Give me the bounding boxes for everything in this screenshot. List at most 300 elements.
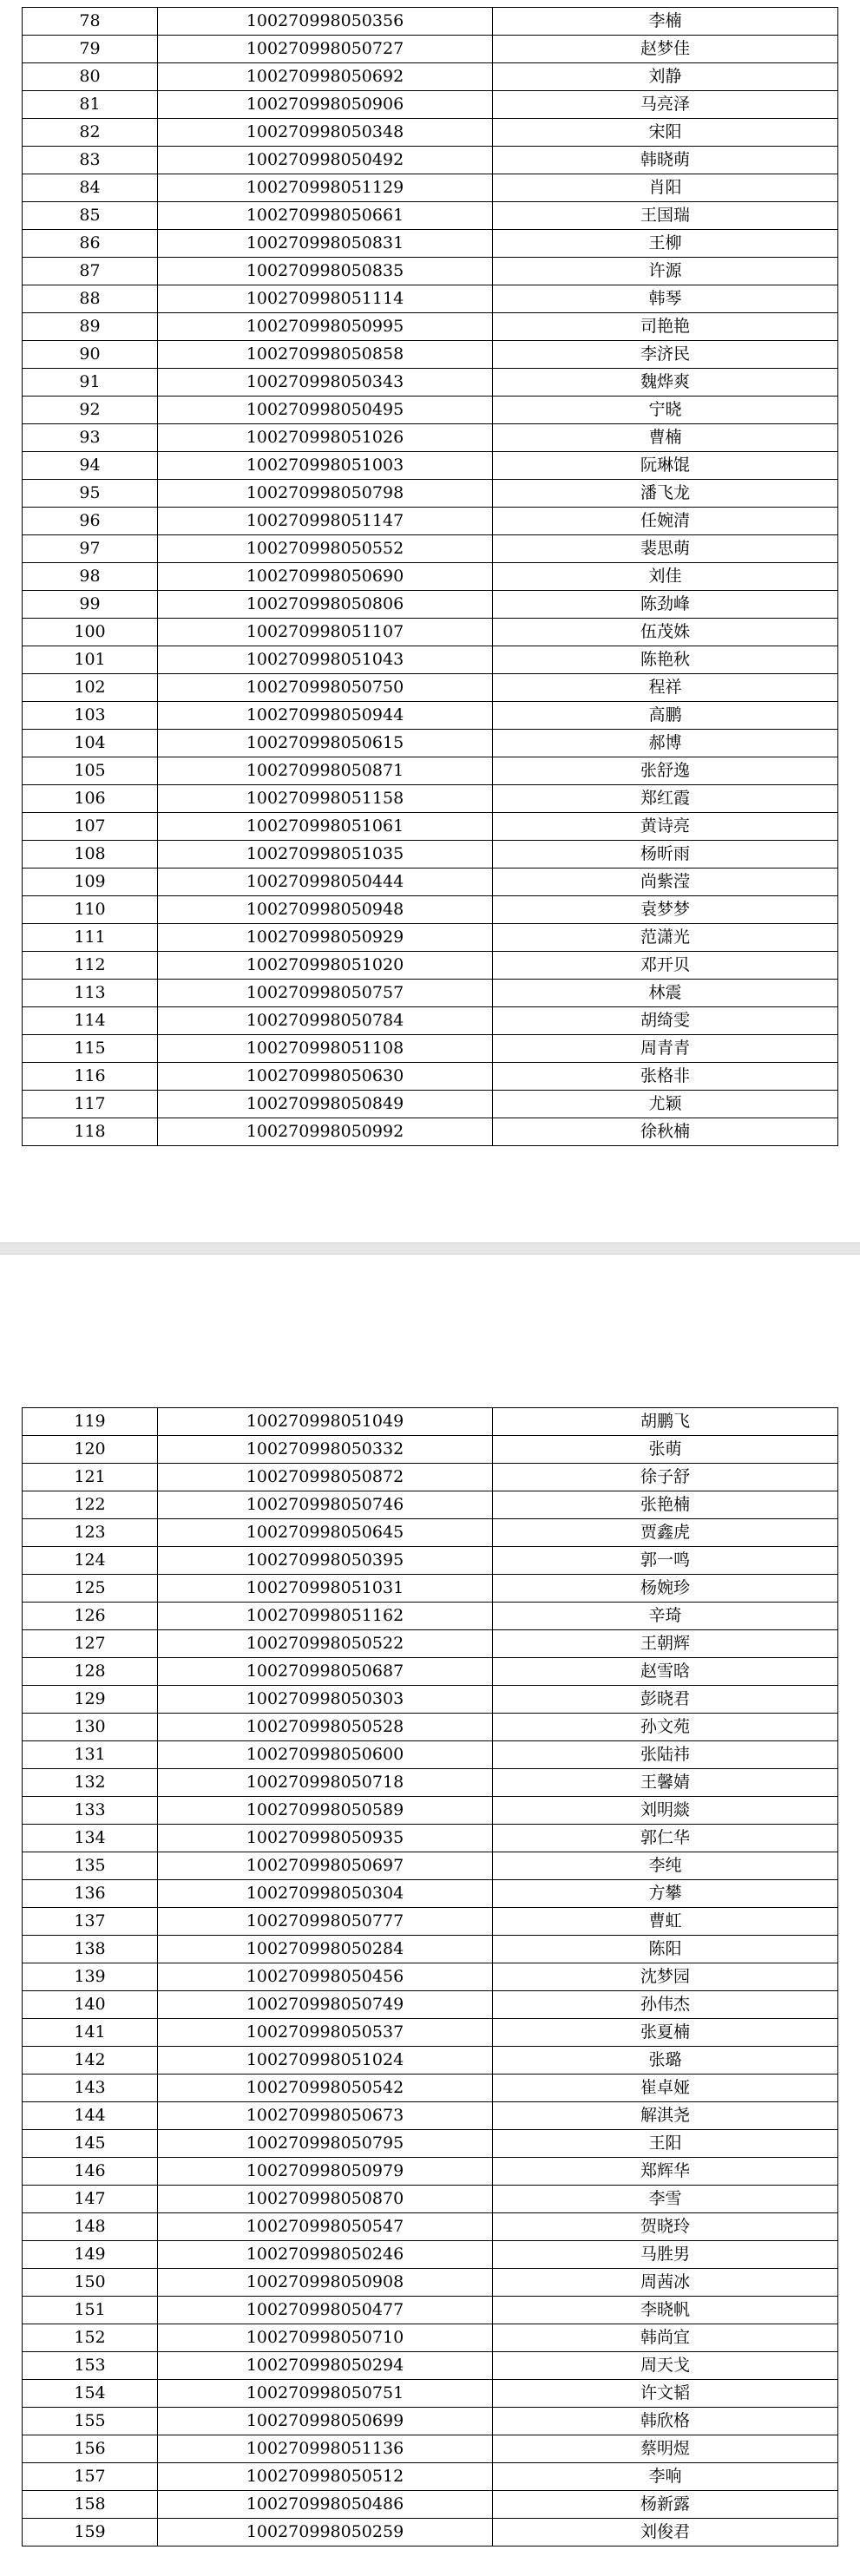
table-row [23,452,838,480]
row-number-cell: 108 [23,841,158,868]
name-cell: 张萌 [493,1436,838,1464]
row-number-cell: 109 [23,868,158,896]
candidate-id-cell: 100270998051147 [158,508,493,535]
name-cell: 郭仁华 [493,1825,838,1852]
table-row [23,2435,838,2463]
name-cell: 司艳艳 [493,313,838,341]
candidate-id-cell: 100270998050444 [158,868,493,896]
candidate-id-cell: 100270998050806 [158,591,493,619]
row-number-cell: 143 [23,2075,158,2102]
table-row [23,1408,838,1436]
name-cell: 王馨婧 [493,1769,838,1797]
candidate-id-cell: 100270998051061 [158,813,493,841]
candidate-id-cell: 100270998050699 [158,2408,493,2435]
candidate-id-cell: 100270998050303 [158,1686,493,1714]
table-row [23,841,838,868]
table-row [23,508,838,535]
table-row [23,1007,838,1035]
row-number-cell: 136 [23,1880,158,1908]
name-cell: 裴思萌 [493,535,838,563]
name-cell: 郭一鸣 [493,1547,838,1575]
candidate-id-cell: 100270998050528 [158,1714,493,1741]
row-number-cell: 88 [23,285,158,313]
row-number-cell: 126 [23,1603,158,1630]
row-number-cell: 128 [23,1658,158,1686]
name-cell: 任婉清 [493,508,838,535]
row-number-cell: 157 [23,2463,158,2491]
document-page-2 [0,1298,860,2576]
name-cell: 周青青 [493,1035,838,1063]
candidate-id-cell: 100270998051024 [158,2047,493,2075]
table-row [23,285,838,313]
name-cell: 贺晓玲 [493,2213,838,2241]
table-row [23,813,838,841]
name-cell: 宁晓 [493,397,838,424]
row-number-cell: 153 [23,2352,158,2380]
table-row [23,1908,838,1936]
candidate-id-cell: 100270998051162 [158,1603,493,1630]
row-number-cell: 87 [23,258,158,285]
name-cell: 许文韬 [493,2380,838,2408]
table-row [23,2186,838,2213]
row-number-cell: 114 [23,1007,158,1035]
table-row [23,2019,838,2047]
name-cell: 李雪 [493,2186,838,2213]
table-row [23,1091,838,1118]
candidate-id-cell: 100270998050537 [158,2019,493,2047]
row-number-cell: 123 [23,1519,158,1547]
name-cell: 韩晓萌 [493,147,838,174]
row-number-cell: 148 [23,2213,158,2241]
name-cell: 高鹏 [493,702,838,730]
candidate-id-cell: 100270998050777 [158,1908,493,1936]
row-number-cell: 121 [23,1464,158,1491]
name-cell: 邓开贝 [493,952,838,980]
candidate-id-cell: 100270998050645 [158,1519,493,1547]
row-number-cell: 135 [23,1852,158,1880]
row-number-cell: 78 [23,8,158,36]
table-row [23,1963,838,1991]
table-row [23,563,838,591]
table-row [23,424,838,452]
page-break [0,1232,860,1298]
table-row [23,91,838,119]
candidate-id-cell: 100270998050495 [158,397,493,424]
name-cell: 陈劲峰 [493,591,838,619]
table-row [23,2519,838,2547]
table-row [23,119,838,147]
row-number-cell: 97 [23,535,158,563]
name-cell: 曹虹 [493,1908,838,1936]
candidate-id-cell: 100270998051049 [158,1408,493,1436]
name-cell: 阮琳馄 [493,452,838,480]
name-cell: 孙伟杰 [493,1991,838,2019]
name-cell: 王国瑞 [493,202,838,230]
table-row [23,1658,838,1686]
table-row [23,1118,838,1146]
candidate-id-cell: 100270998050661 [158,202,493,230]
row-number-cell: 105 [23,757,158,785]
name-cell: 徐秋楠 [493,1118,838,1146]
name-cell: 韩尚宜 [493,2324,838,2352]
candidate-id-cell: 100270998051136 [158,2435,493,2463]
row-number-cell: 151 [23,2297,158,2324]
candidate-id-cell: 100270998050512 [158,2463,493,2491]
row-number-cell: 90 [23,341,158,369]
table-row [23,1686,838,1714]
table-row [23,1491,838,1519]
candidate-id-cell: 100270998050246 [158,2241,493,2269]
name-cell: 郑辉华 [493,2158,838,2186]
candidate-id-cell: 100270998050304 [158,1880,493,1908]
name-cell: 马亮泽 [493,91,838,119]
candidate-id-cell: 100270998051114 [158,285,493,313]
name-cell: 范潇光 [493,924,838,952]
candidate-id-cell: 100270998050294 [158,2352,493,2380]
name-cell: 张璐 [493,2047,838,2075]
row-number-cell: 133 [23,1797,158,1825]
row-number-cell: 102 [23,674,158,702]
row-number-cell: 127 [23,1630,158,1658]
row-number-cell: 119 [23,1408,158,1436]
table-row [23,2491,838,2519]
candidate-id-cell: 100270998050992 [158,1118,493,1146]
row-number-cell: 118 [23,1118,158,1146]
name-cell: 黄诗亮 [493,813,838,841]
row-number-cell: 113 [23,980,158,1007]
row-number-cell: 100 [23,619,158,646]
candidate-id-cell: 100270998050750 [158,674,493,702]
table-row [23,313,838,341]
row-number-cell: 146 [23,2158,158,2186]
row-number-cell: 134 [23,1825,158,1852]
table-row [23,2380,838,2408]
table-row [23,1880,838,1908]
name-cell: 张陆祎 [493,1741,838,1769]
row-number-cell: 92 [23,397,158,424]
table-row [23,147,838,174]
table-row [23,1547,838,1575]
name-cell: 彭晓君 [493,1686,838,1714]
row-number-cell: 83 [23,147,158,174]
table-row [23,535,838,563]
name-cell: 尤颖 [493,1091,838,1118]
candidate-id-cell: 100270998050456 [158,1963,493,1991]
candidate-id-cell: 100270998050522 [158,1630,493,1658]
row-number-cell: 150 [23,2269,158,2297]
table-row [23,1852,838,1880]
candidate-id-cell: 100270998050630 [158,1063,493,1091]
name-cell: 潘飞龙 [493,480,838,508]
table-row [23,619,838,646]
table-row [23,2241,838,2269]
name-cell: 张舒逸 [493,757,838,785]
row-number-cell: 145 [23,2130,158,2158]
candidate-id-cell: 100270998051043 [158,646,493,674]
row-number-cell: 125 [23,1575,158,1603]
table-row [23,1714,838,1741]
candidate-id-cell: 100270998050710 [158,2324,493,2352]
name-cell: 孙文苑 [493,1714,838,1741]
table-row [23,896,838,924]
table-row [23,980,838,1007]
candidate-id-cell: 100270998050746 [158,1491,493,1519]
candidate-id-cell: 100270998050395 [158,1547,493,1575]
candidate-id-cell: 100270998050486 [158,2491,493,2519]
name-cell: 解淇尧 [493,2102,838,2130]
table-row [23,1575,838,1603]
name-cell: 辛琦 [493,1603,838,1630]
candidate-id-cell: 100270998050615 [158,730,493,757]
name-cell: 王阳 [493,2130,838,2158]
name-cell: 徐子舒 [493,1464,838,1491]
name-cell: 杨婉珍 [493,1575,838,1603]
candidate-id-cell: 100270998050332 [158,1436,493,1464]
table-row [23,1519,838,1547]
candidate-id-cell: 100270998050284 [158,1936,493,1963]
candidate-id-cell: 100270998050718 [158,1769,493,1797]
table-row [23,785,838,813]
roster-table [22,1407,838,2547]
roster-table-body [23,8,838,1146]
table-row [23,757,838,785]
row-number-cell: 147 [23,2186,158,2213]
candidate-id-cell: 100270998050552 [158,535,493,563]
candidate-id-cell: 100270998050995 [158,313,493,341]
name-cell: 郑红霞 [493,785,838,813]
name-cell: 杨新露 [493,2491,838,2519]
candidate-id-cell: 100270998050692 [158,63,493,91]
row-number-cell: 158 [23,2491,158,2519]
candidate-id-cell: 100270998050935 [158,1825,493,1852]
candidate-id-cell: 100270998050798 [158,480,493,508]
name-cell: 张艳楠 [493,1491,838,1519]
name-cell: 崔卓娅 [493,2075,838,2102]
name-cell: 尚紫滢 [493,868,838,896]
name-cell: 方攀 [493,1880,838,1908]
name-cell: 宋阳 [493,119,838,147]
table-row [23,258,838,285]
row-number-cell: 111 [23,924,158,952]
row-number-cell: 154 [23,2380,158,2408]
candidate-id-cell: 100270998051035 [158,841,493,868]
page-separator [0,1242,860,1255]
row-number-cell: 107 [23,813,158,841]
table-row [23,2297,838,2324]
table-row [23,2269,838,2297]
candidate-id-cell: 100270998051129 [158,174,493,202]
table-row [23,230,838,258]
roster-table [22,7,838,1146]
candidate-id-cell: 100270998051003 [158,452,493,480]
candidate-id-cell: 100270998051158 [158,785,493,813]
candidate-id-cell: 100270998051108 [158,1035,493,1063]
candidate-id-cell: 100270998050906 [158,91,493,119]
table-row [23,2324,838,2352]
row-number-cell: 122 [23,1491,158,1519]
candidate-id-cell: 100270998050348 [158,119,493,147]
row-number-cell: 141 [23,2019,158,2047]
candidate-id-cell: 100270998050727 [158,36,493,63]
candidate-id-cell: 100270998050690 [158,563,493,591]
name-cell: 王朝辉 [493,1630,838,1658]
row-number-cell: 93 [23,424,158,452]
row-number-cell: 98 [23,563,158,591]
table-row [23,2158,838,2186]
table-row [23,730,838,757]
candidate-id-cell: 100270998050492 [158,147,493,174]
row-number-cell: 131 [23,1741,158,1769]
row-number-cell: 129 [23,1686,158,1714]
table-row [23,1936,838,1963]
row-number-cell: 99 [23,591,158,619]
row-number-cell: 96 [23,508,158,535]
name-cell: 杨昕雨 [493,841,838,868]
row-number-cell: 85 [23,202,158,230]
row-number-cell: 81 [23,91,158,119]
row-number-cell: 106 [23,785,158,813]
name-cell: 马胜男 [493,2241,838,2269]
name-cell: 袁梦梦 [493,896,838,924]
table-row [23,952,838,980]
name-cell: 李楠 [493,8,838,36]
table-row [23,702,838,730]
candidate-id-cell: 100270998051020 [158,952,493,980]
candidate-id-cell: 100270998050948 [158,896,493,924]
name-cell: 陈艳秋 [493,646,838,674]
table-row [23,1769,838,1797]
row-number-cell: 112 [23,952,158,980]
candidate-id-cell: 100270998050831 [158,230,493,258]
name-cell: 刘静 [493,63,838,91]
table-row [23,674,838,702]
table-row [23,1630,838,1658]
candidate-id-cell: 100270998050259 [158,2519,493,2547]
table-row [23,174,838,202]
candidate-id-cell: 100270998050872 [158,1464,493,1491]
candidate-id-cell: 100270998050542 [158,2075,493,2102]
table-row [23,591,838,619]
name-cell: 肖阳 [493,174,838,202]
row-number-cell: 84 [23,174,158,202]
name-cell: 韩欣格 [493,2408,838,2435]
name-cell: 李济民 [493,341,838,369]
row-number-cell: 80 [23,63,158,91]
table-row [23,2130,838,2158]
candidate-id-cell: 100270998050343 [158,369,493,397]
row-number-cell: 86 [23,230,158,258]
document-page-1 [0,0,860,1232]
table-row [23,2102,838,2130]
candidate-id-cell: 100270998050477 [158,2297,493,2324]
row-number-cell: 132 [23,1769,158,1797]
row-number-cell: 79 [23,36,158,63]
table-row [23,2352,838,2380]
table-row [23,202,838,230]
row-number-cell: 91 [23,369,158,397]
candidate-id-cell: 100270998050795 [158,2130,493,2158]
candidate-id-cell: 100270998050849 [158,1091,493,1118]
name-cell: 张夏楠 [493,2019,838,2047]
row-number-cell: 115 [23,1035,158,1063]
table-row [23,1825,838,1852]
name-cell: 李纯 [493,1852,838,1880]
row-number-cell: 120 [23,1436,158,1464]
name-cell: 刘俊君 [493,2519,838,2547]
name-cell: 曹楠 [493,424,838,452]
row-number-cell: 159 [23,2519,158,2547]
row-number-cell: 103 [23,702,158,730]
candidate-id-cell: 100270998050870 [158,2186,493,2213]
candidate-id-cell: 100270998050356 [158,8,493,36]
name-cell: 赵雪晗 [493,1658,838,1686]
name-cell: 程祥 [493,674,838,702]
name-cell: 李晓帆 [493,2297,838,2324]
candidate-id-cell: 100270998050589 [158,1797,493,1825]
table-row [23,36,838,63]
roster-table-body [23,1408,838,2547]
table-row [23,2463,838,2491]
row-number-cell: 89 [23,313,158,341]
table-row [23,868,838,896]
table-row [23,397,838,424]
name-cell: 郝博 [493,730,838,757]
name-cell: 周茜冰 [493,2269,838,2297]
name-cell: 沈梦园 [493,1963,838,1991]
candidate-id-cell: 100270998051026 [158,424,493,452]
name-cell: 胡绮雯 [493,1007,838,1035]
name-cell: 陈阳 [493,1936,838,1963]
name-cell: 胡鹏飞 [493,1408,838,1436]
row-number-cell: 116 [23,1063,158,1091]
row-number-cell: 101 [23,646,158,674]
table-row [23,2408,838,2435]
name-cell: 刘明燚 [493,1797,838,1825]
table-row [23,1063,838,1091]
name-cell: 许源 [493,258,838,285]
name-cell: 蔡明煜 [493,2435,838,2463]
table-row [23,1436,838,1464]
table-row [23,924,838,952]
candidate-id-cell: 100270998050697 [158,1852,493,1880]
row-number-cell: 104 [23,730,158,757]
row-number-cell: 95 [23,480,158,508]
candidate-id-cell: 100270998050757 [158,980,493,1007]
row-number-cell: 110 [23,896,158,924]
candidate-id-cell: 100270998050784 [158,1007,493,1035]
name-cell: 贾鑫虎 [493,1519,838,1547]
candidate-id-cell: 100270998050835 [158,258,493,285]
candidate-id-cell: 100270998050687 [158,1658,493,1686]
candidate-id-cell: 100270998050673 [158,2102,493,2130]
table-row [23,1603,838,1630]
candidate-id-cell: 100270998050547 [158,2213,493,2241]
row-number-cell: 130 [23,1714,158,1741]
candidate-id-cell: 100270998050749 [158,1991,493,2019]
candidate-id-cell: 100270998051031 [158,1575,493,1603]
table-row [23,369,838,397]
name-cell: 李响 [493,2463,838,2491]
table-row [23,646,838,674]
candidate-id-cell: 100270998050751 [158,2380,493,2408]
row-number-cell: 138 [23,1936,158,1963]
row-number-cell: 139 [23,1963,158,1991]
name-cell: 魏烨爽 [493,369,838,397]
name-cell: 林震 [493,980,838,1007]
table-row [23,341,838,369]
table-row [23,1991,838,2019]
table-row [23,2075,838,2102]
